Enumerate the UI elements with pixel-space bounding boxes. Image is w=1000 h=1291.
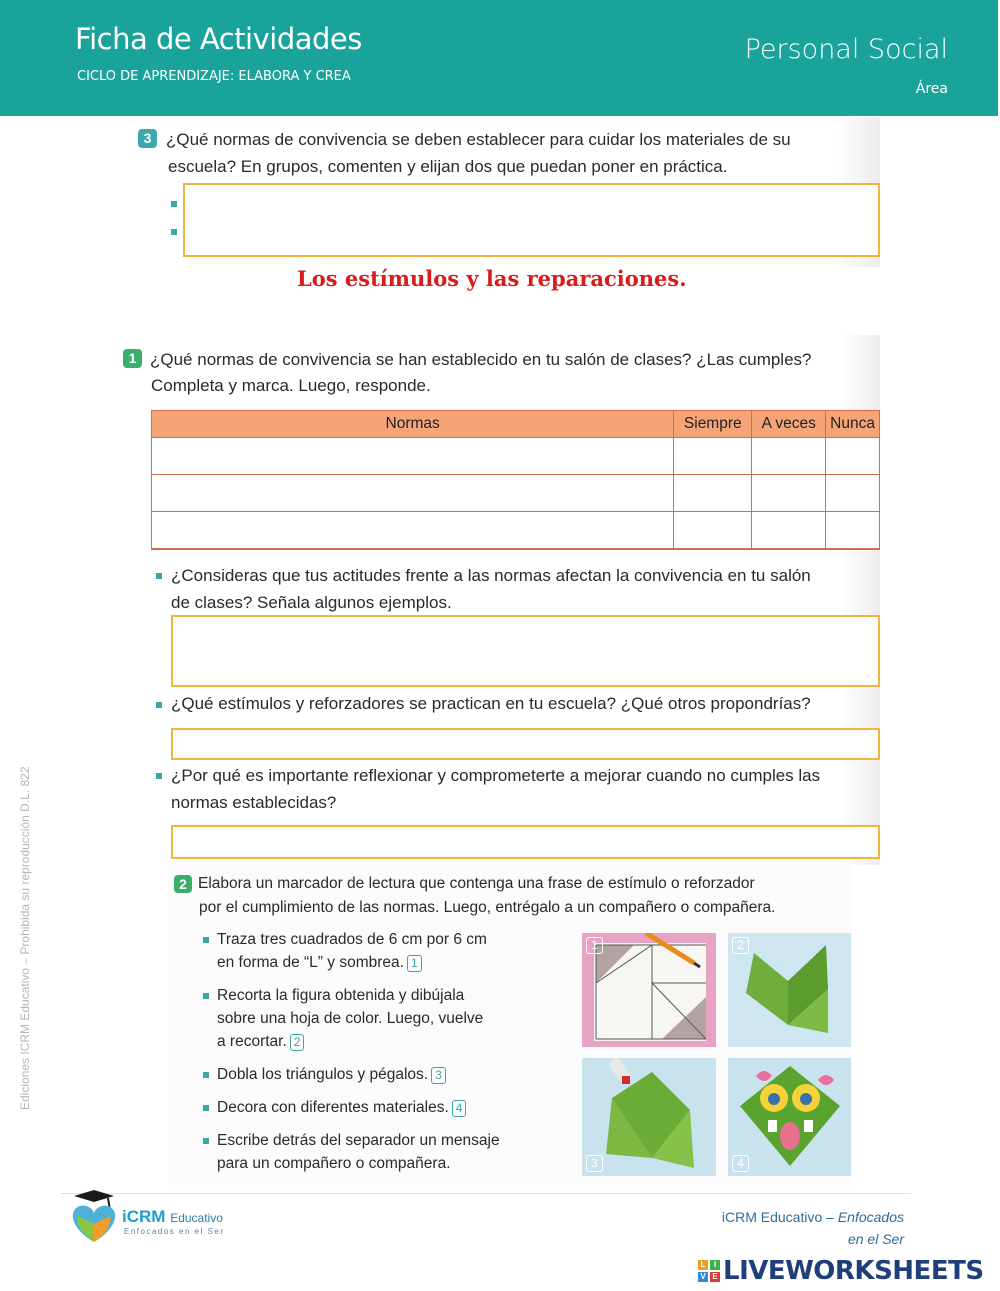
step-3-ref: 3	[431, 1067, 446, 1084]
photo-3-number: 3	[586, 1155, 603, 1172]
header-normas: Normas	[152, 411, 674, 438]
liveworksheets-icon: L I V E	[698, 1260, 720, 1282]
question-1-line-1: ¿Qué normas de convivencia se han establecido en tu salón de clases? ¿Las cumples?	[150, 350, 812, 369]
photo-4-number: 4	[732, 1155, 749, 1172]
question-3-line-2: escuela? En grupos, comenten y elijan dos que puedan poner en práctica.	[168, 157, 728, 176]
step-4-text: Decora con diferentes materiales.	[217, 1099, 449, 1116]
question-2-line-1: Elabora un marcador de lectura que contenga una frase de estímulo o reforzador	[198, 875, 755, 892]
photo-1-number: 1	[586, 937, 603, 954]
sub-question-a-line-1: ¿Consideras que tus actitudes frente a las normas afectan la convivencia en tu salón	[171, 566, 811, 585]
step-4	[203, 1096, 533, 1119]
logo-brand-name: iCRM	[122, 1207, 166, 1226]
step-1-text-a: Traza tres cuadrados de 6 cm por 6 cm	[217, 931, 487, 948]
sub-question-b-answer-box[interactable]	[171, 728, 880, 760]
siempre-check-cell[interactable]	[674, 512, 752, 549]
step-3-text: Dobla los triángulos y pégalos.	[217, 1066, 429, 1083]
area-label: Área	[915, 81, 948, 97]
step-1-ref: 1	[407, 955, 422, 972]
sub-question-a	[171, 562, 880, 616]
a-veces-check-cell[interactable]	[752, 438, 826, 475]
question-3-line-1: ¿Qué normas de convivencia se deben establecer para cuidar los materiales de su	[166, 130, 791, 149]
subject-name: Personal Social	[744, 34, 948, 65]
table-row	[152, 438, 880, 475]
question-3	[138, 126, 883, 180]
liveworksheets-wordmark: LIVEWORKSHEETS	[723, 1256, 984, 1286]
photo-step-4	[728, 1058, 851, 1176]
header-a-veces: A veces	[752, 411, 826, 438]
norm-input-cell[interactable]	[152, 438, 674, 475]
question-2	[174, 872, 854, 920]
step-2-text-c: a recortar.	[217, 1033, 287, 1050]
worksheet-title: Ficha de Actividades	[75, 22, 362, 56]
question-3-number: 3	[138, 129, 157, 148]
puzzle-heart-icon	[64, 1188, 124, 1246]
step-3	[203, 1063, 533, 1086]
step-1	[203, 928, 533, 974]
nunca-check-cell[interactable]	[826, 512, 880, 549]
sub-question-b-line-1: ¿Qué estímulos y reforzadores se practican en tu escuela? ¿Qué otros propondrías?	[171, 694, 811, 713]
sub-question-c-answer-box[interactable]	[171, 825, 880, 859]
siempre-check-cell[interactable]	[674, 475, 752, 512]
footer-brand-text	[722, 1206, 904, 1250]
bullet-icon	[171, 201, 177, 207]
nunca-check-cell[interactable]	[826, 475, 880, 512]
footer-slogan-2: en el Ser	[847, 1231, 904, 1247]
norm-input-cell[interactable]	[152, 475, 674, 512]
nunca-check-cell[interactable]	[826, 438, 880, 475]
logo-brand	[122, 1207, 223, 1227]
norm-input-cell[interactable]	[152, 512, 674, 549]
norms-table-header	[152, 411, 880, 438]
learning-cycle: CICLO DE APRENDIZAJE: ELABORA Y CREA	[77, 69, 351, 84]
question-1-line-2: Completa y marca. Luego, responde.	[151, 376, 431, 395]
sub-question-c-line-2: normas establecidas?	[171, 793, 337, 812]
bullet-icon	[156, 573, 162, 579]
sub-question-a-answer-box[interactable]	[171, 615, 880, 687]
step-5	[203, 1129, 533, 1175]
table-row	[152, 475, 880, 512]
photo-step-2	[728, 933, 851, 1047]
question-1-number: 1	[123, 349, 142, 368]
sub-question-c-line-1: ¿Por qué es importante reflexionar y comprometerte a mejorar cuando no cumples las	[171, 766, 821, 785]
header-banner	[0, 0, 998, 116]
siempre-check-cell[interactable]	[674, 438, 752, 475]
question-3-answer-box[interactable]	[183, 183, 880, 257]
footer-brand-name: iCRM Educativo –	[721, 1209, 834, 1225]
bullet-icon	[171, 229, 177, 235]
question-1	[123, 346, 880, 399]
sub-question-b	[171, 690, 880, 717]
bullet-icon	[156, 773, 162, 779]
norms-table	[151, 410, 880, 550]
liveworksheets-logo	[698, 1256, 984, 1286]
step-4-ref: 4	[452, 1100, 467, 1117]
photo-step-3	[582, 1058, 716, 1176]
question-2-number: 2	[174, 875, 192, 893]
section-title: Los estímulos y las reparaciones.	[297, 266, 687, 291]
a-veces-check-cell[interactable]	[752, 512, 826, 549]
step-2-text-a: Recorta la figura obtenida y dibújala	[217, 987, 465, 1004]
photo-step-1	[582, 933, 716, 1047]
question-2-line-2: por el cumplimiento de las normas. Luego, entrégalo a un compañero o compañera.	[199, 899, 776, 916]
step-1-text-b: en forma de “L” y sombrea.	[217, 954, 404, 971]
footer-slogan-1: Enfocados	[837, 1209, 904, 1225]
step-5-text-a: Escribe detrás del separador un mensaje	[217, 1132, 500, 1149]
step-2	[203, 984, 533, 1053]
photo-2-number: 2	[732, 937, 749, 954]
sub-question-c	[171, 762, 880, 816]
sub-question-a-line-2: de clases? Señala algunos ejemplos.	[171, 593, 452, 612]
copyright-side-text: Ediciones ICRM Educativo – Prohibida su reproducción D.L. 822	[18, 766, 32, 1110]
logo-tagline: Enfocados en el Ser	[124, 1227, 225, 1236]
step-2-ref: 2	[290, 1034, 305, 1051]
bullet-icon	[156, 702, 162, 708]
table-row	[152, 512, 880, 549]
step-5-text-b: para un compañero o compañera.	[217, 1155, 451, 1172]
header-siempre: Siempre	[674, 411, 752, 438]
craft-steps-list	[203, 928, 533, 1185]
a-veces-check-cell[interactable]	[752, 475, 826, 512]
header-nunca: Nunca	[826, 411, 880, 438]
logo-brand-word: Educativo	[170, 1211, 223, 1225]
step-2-text-b: sobre una hoja de color. Luego, vuelve	[217, 1010, 484, 1027]
